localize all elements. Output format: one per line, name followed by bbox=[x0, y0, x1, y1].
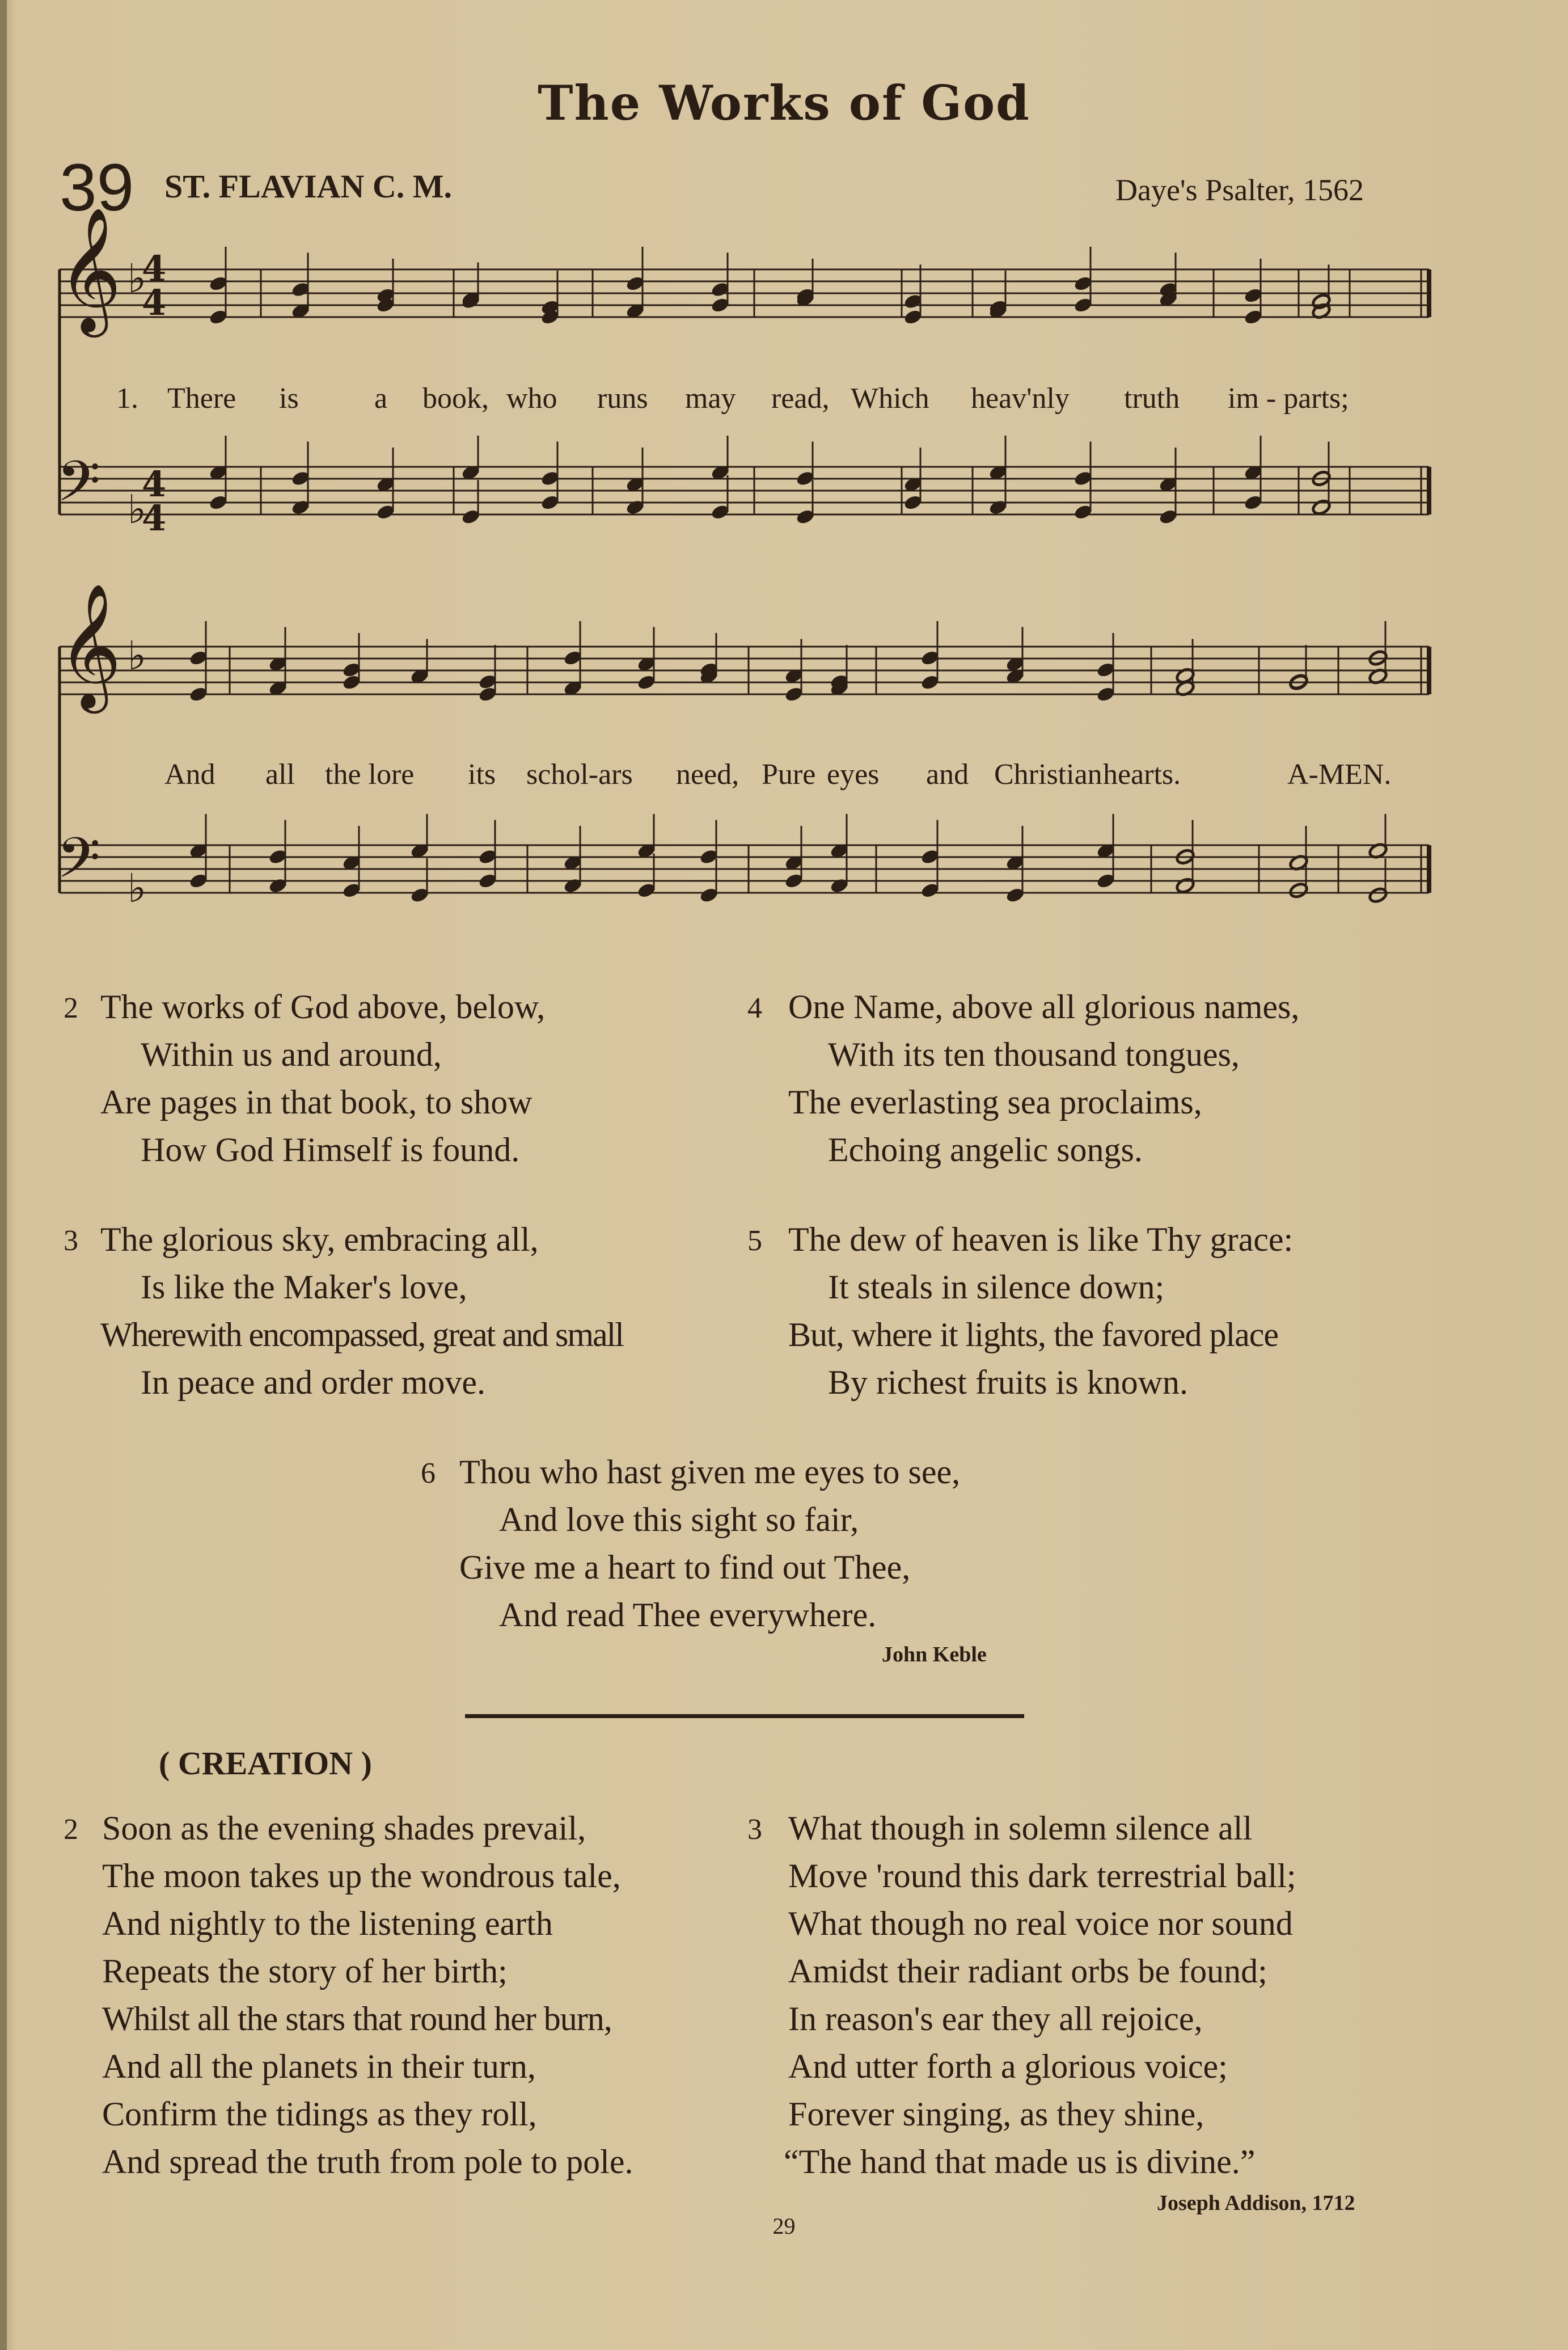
verse-line: Are pages in that book, to show bbox=[100, 1083, 532, 1121]
lyric: a bbox=[374, 382, 388, 415]
verse-line: Give me a heart to find out Thee, bbox=[459, 1549, 911, 1586]
verse-line: Amidst their radiant orbs be found; bbox=[788, 1952, 1267, 1990]
lyric: Pure bbox=[762, 758, 816, 791]
lyric: 1. bbox=[116, 382, 138, 415]
lyric: A-MEN. bbox=[1287, 758, 1392, 791]
flat-sign-icon-bass: ♭ bbox=[128, 486, 147, 533]
verse-number: 3 bbox=[747, 1813, 762, 1846]
lyric: schol-ars bbox=[526, 758, 633, 791]
divider-rule bbox=[465, 1714, 1024, 1718]
verse-line: What though in solemn silence all bbox=[788, 1809, 1253, 1847]
music-score bbox=[0, 0, 1568, 993]
lyric: And bbox=[164, 758, 215, 791]
lyric: There bbox=[167, 382, 236, 415]
verse-line: And love this sight so fair, bbox=[499, 1501, 859, 1538]
verse-line: Thou who hast given me eyes to see, bbox=[459, 1453, 961, 1491]
verse-line: It steals in silence down; bbox=[828, 1268, 1165, 1306]
flat-sign-icon: ♭ bbox=[128, 255, 147, 302]
verse-line: With its ten thousand tongues, bbox=[828, 1036, 1240, 1073]
verse-number: 2 bbox=[64, 992, 78, 1024]
lyric: truth bbox=[1124, 382, 1180, 415]
lyric: hearts. bbox=[1103, 758, 1181, 791]
time-sig-bottom: 4 bbox=[142, 282, 167, 323]
verse-line: Move 'round this dark terrestrial ball; bbox=[788, 1857, 1296, 1895]
treble-clef-icon: 𝄞 bbox=[58, 206, 122, 332]
verse-line: The dew of heaven is like Thy grace: bbox=[788, 1221, 1294, 1258]
verse-line: The glorious sky, embracing all, bbox=[100, 1221, 539, 1258]
author-credit: Joseph Addison, 1712 bbox=[1157, 2191, 1355, 2215]
lyric: eyes bbox=[827, 758, 880, 791]
verse-line: By richest fruits is known. bbox=[828, 1364, 1188, 1401]
verse-number: 4 bbox=[747, 992, 762, 1024]
verse-number: 5 bbox=[747, 1225, 762, 1257]
lyric: and bbox=[926, 758, 969, 791]
verse-line: And utter forth a glorious voice; bbox=[788, 2048, 1228, 2085]
verse-number: 3 bbox=[64, 1225, 78, 1257]
verse-line: Forever singing, as they shine, bbox=[788, 2095, 1204, 2133]
lyric: book, bbox=[422, 382, 489, 415]
verse-line: In peace and order move. bbox=[141, 1364, 486, 1401]
verse-line: The works of God above, below, bbox=[100, 988, 546, 1026]
lyric: im - parts; bbox=[1228, 382, 1349, 415]
tune-name: ST. FLAVIAN C. M. bbox=[164, 168, 453, 205]
verse-number: 2 bbox=[64, 1813, 78, 1846]
lyric: the lore bbox=[325, 758, 415, 791]
lyric: is bbox=[279, 382, 299, 415]
lyric: heav'nly bbox=[971, 382, 1070, 415]
author-credit: John Keble bbox=[882, 1643, 987, 1666]
verse-line: And all the planets in their turn, bbox=[102, 2048, 536, 2085]
verse-line: And spread the truth from pole to pole. bbox=[102, 2143, 633, 2180]
verse-line: “The hand that made us is divine.” bbox=[784, 2143, 1256, 2180]
lyric: read, bbox=[771, 382, 830, 415]
verse-line: And nightly to the listening earth bbox=[102, 1905, 553, 1942]
lyric: all bbox=[265, 758, 295, 791]
verse-line: Repeats the story of her birth; bbox=[102, 1952, 508, 1990]
lyric: its bbox=[468, 758, 496, 791]
bass-clef-icon: 𝄢 bbox=[57, 449, 101, 528]
verse-line: And read Thee everywhere. bbox=[499, 1596, 877, 1634]
verse-line: Is like the Maker's love, bbox=[141, 1268, 467, 1306]
lyric: who bbox=[506, 382, 557, 415]
time-sig-top-bass: 4 bbox=[142, 463, 167, 505]
section-heading: ( CREATION ) bbox=[159, 1745, 372, 1782]
verse-line: The everlasting sea proclaims, bbox=[788, 1083, 1202, 1121]
verse-line: Within us and around, bbox=[141, 1036, 442, 1073]
hymn-number: 39 bbox=[60, 150, 134, 225]
page-number: 29 bbox=[772, 2213, 796, 2239]
verse-line: What though no real voice nor sound bbox=[788, 1905, 1293, 1942]
verse-line: How God Himself is found. bbox=[141, 1131, 520, 1168]
verse-line: Echoing angelic songs. bbox=[828, 1131, 1143, 1168]
treble-clef-icon-2: 𝄞 bbox=[58, 583, 122, 708]
page-title: The Works of God bbox=[538, 75, 1030, 131]
lyric: need, bbox=[676, 758, 739, 791]
verse-number: 6 bbox=[421, 1457, 436, 1490]
bass-clef-icon-2: 𝄢 bbox=[57, 826, 101, 905]
lyric: Christian bbox=[994, 758, 1102, 791]
tune-source: Daye's Psalter, 1562 bbox=[1115, 173, 1364, 207]
verse-line: One Name, above all glorious names, bbox=[788, 988, 1300, 1026]
verse-line: In reason's ear they all rejoice, bbox=[788, 2000, 1203, 2037]
verse-line: The moon takes up the wondrous tale, bbox=[102, 1857, 621, 1895]
lyric: Which bbox=[851, 382, 929, 415]
flat-sign-icon-3: ♭ bbox=[128, 632, 147, 679]
verse-line: But, where it lights, the favored place bbox=[788, 1316, 1279, 1353]
flat-sign-icon-4: ♭ bbox=[128, 865, 147, 912]
verse-line: Wherewith encompassed, great and small bbox=[100, 1316, 623, 1353]
verse-line: Whilst all the stars that round her burn, bbox=[102, 2000, 612, 2037]
verse-line: Confirm the tidings as they roll, bbox=[102, 2095, 537, 2133]
time-sig-top: 4 bbox=[142, 248, 167, 289]
verse-line: Soon as the evening shades prevail, bbox=[102, 1809, 586, 1847]
lyric: may bbox=[685, 382, 736, 415]
time-sig-bottom-bass: 4 bbox=[142, 497, 167, 539]
lyric: runs bbox=[597, 382, 648, 415]
